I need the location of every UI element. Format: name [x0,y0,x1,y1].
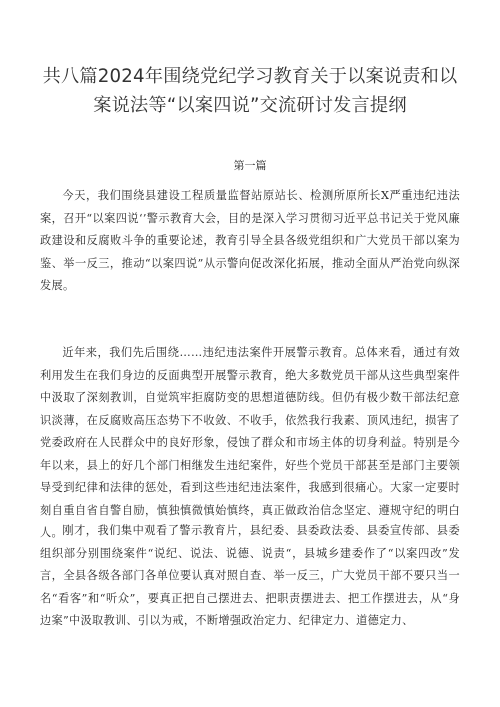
paragraph-2: 近年来，我们先后围绕……违纪违法案件开展警示教育。总体来看，通过有效利用发生在我们身边的反面典型开展警示教育，绝大多数党员干部从这些典型案件中汲取了深刻教训，自觉筑牢拒腐防变的思想道德防线。但仍有极少数干部法纪意识淡薄，在反腐败高压态势下不收敛、不收手，依然我行我素、顶风违纪，损害了党委政府在人民群众中的良好形象，侵蚀了群众和市场主体的切身利益。特别是今年以来，县上的好几个部门相继发生违纪案件，好些个党员干部甚至是部门主要领导受到纪律和法律的惩处，看到这些违纪违法案件，我感到很痛心。大家一定要时刻自重自省自警自励，慎独慎微慎始慎终，真正做政治信念坚定、遵规守纪的明白人。 [40,346,460,539]
section-heading: 第一篇 [233,159,267,172]
paragraph-1: 今天，我们围绕县建设工程质量监督站原站长、检测所原所长X严重违纪违法案，召开“以案四说‘’警示教育大会，目的是深入学习贯彻习近平总书记关于党风廉政建设和反腐败斗争的重要论述，教育引导全县各级党组织和广大党员干部以案为鉴、举一反三，推动“以案四说”从示警向促改深化拓展，推动全面从严治党向纵深发展。 [40,189,460,292]
paragraph-3: 刚才，我们集中观看了警示教育片，县纪委、县委政法委、县委宣传部、县委组织部分别围绕案件“说纪、说法、说德、说责“，县城乡建委作了“以案四改”发言，全县各级各部门各单位要认真对照自查、举一反三，广大党员干部不要只当一名“看客”和“听众”，要真正把自己摆进去、把职责摆进去、把工作摆进去，从“身边案”中汲取教训、引以为戒，不断增强政治定力、纪律定力、道德定力、 [40,524,460,627]
document-title: 共八篇2024年围绕党纪学习教育关于以案说责和以案说法等“以案四说”交流研讨发言提纲 [42,66,458,116]
